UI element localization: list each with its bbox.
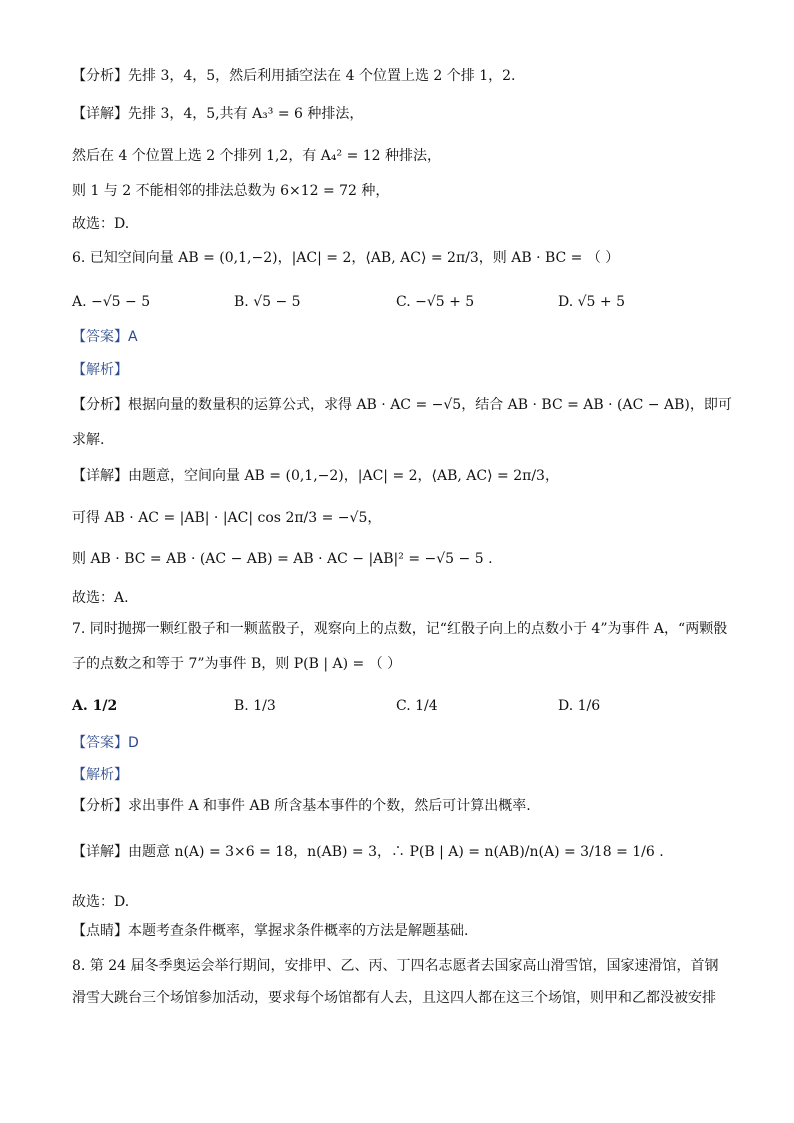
question-7a: 7. 同时抛掷一颗红骰子和一颗蓝骰子，观察向上的点数，记“红骰子向上的点数小于 4”为事件 A，“两颗骰 — [72, 621, 728, 637]
choose-6: 故选：A. — [72, 590, 129, 606]
detail-6c: 则 AB · BC = AB · (AC − AB) = AB · AC − |AB|² = −√5 − 5 . — [72, 551, 493, 567]
q7-option-b: B. 1/3 — [234, 698, 276, 714]
comment-7: 【点睛】本题考查条件概率，掌握求条件概率的方法是解题基础. — [72, 923, 469, 939]
jiexi-7: 【解析】 — [72, 767, 128, 783]
detail-6b: 可得 AB · AC = |AB| · |AC| cos 2π/3 = −√5， — [72, 510, 382, 526]
q6-option-b: B. √5 − 5 — [234, 294, 301, 310]
jiexi-6: 【解析】 — [72, 362, 128, 378]
detail-6a: 【详解】由题意，空间向量 AB = (0,1,−2)，|AC| = 2，⟨AB, AC⟩ = 2π/3， — [72, 468, 559, 484]
q6-option-c: C. −√5 + 5 — [396, 294, 475, 310]
question-7b: 子的点数之和等于 7”为事件 B，则 P(B | A) = （ ） — [72, 656, 402, 672]
analysis-6b: 求解. — [72, 432, 105, 448]
question-8a: 8. 第 24 届冬季奥运会举行期间，安排甲、乙、丙、丁四名志愿者去国家高山滑雪馆，国家速滑馆，首钢 — [72, 958, 719, 974]
question-8b: 滑雪大跳台三个场馆参加活动，要求每个场馆都有人去，且这四人都在这三个场馆，则甲和乙都没被安排 — [72, 990, 716, 1006]
q7-option-c: C. 1/4 — [396, 698, 438, 714]
answer-7: 【答案】D — [72, 735, 139, 751]
detail-7: 【详解】由题意 n(A) = 3×6 = 18，n(AB) = 3，∴ P(B | A) = n(AB)/n(A) = 3/18 = 1/6 . — [72, 844, 664, 860]
analysis-line-1: 【分析】先排 3，4，5，然后利用插空法在 4 个位置上选 2 个排 1，2. — [72, 68, 516, 84]
q7-option-a: A. 1/2 — [72, 698, 118, 714]
detail-line-3: 则 1 与 2 不能相邻的排法总数为 6×12 = 72 种， — [72, 183, 390, 199]
q6-option-d: D. √5 + 5 — [558, 294, 625, 310]
q6-option-a: A. −√5 − 5 — [72, 294, 151, 310]
answer-6: 【答案】A — [72, 329, 138, 345]
detail-line-1: 【详解】先排 3，4，5,共有 A₃³ = 6 种排法， — [72, 106, 364, 122]
q7-option-d: D. 1/6 — [558, 698, 601, 714]
question-6: 6. 已知空间向量 AB = (0,1,−2)，|AC| = 2，⟨AB, AC⟩ = 2π/3，则 AB · BC = （ ） — [72, 250, 620, 266]
choose-7: 故选：D. — [72, 894, 130, 910]
analysis-6a: 【分析】根据向量的数量积的运算公式，求得 AB · AC = −√5，结合 AB · BC = AB · (AC − AB)，即可 — [72, 397, 732, 413]
choose-line-5: 故选：D. — [72, 216, 130, 232]
detail-line-2: 然后在 4 个位置上选 2 个排列 1,2，有 A₄² = 12 种排法， — [72, 148, 442, 164]
analysis-7: 【分析】求出事件 A 和事件 AB 所含基本事件的个数，然后可计算出概率. — [72, 798, 531, 814]
